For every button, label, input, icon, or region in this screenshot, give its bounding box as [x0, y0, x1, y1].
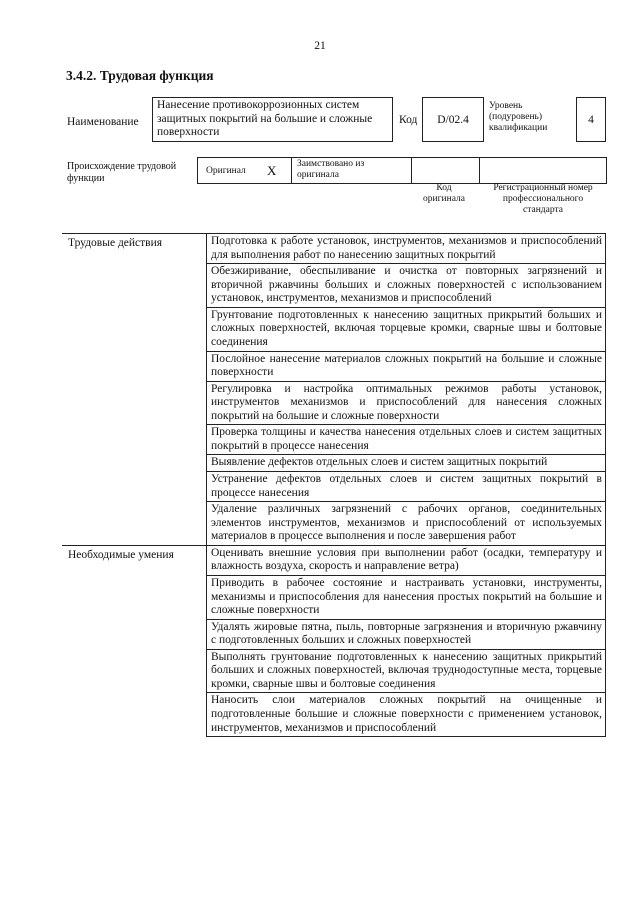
item-cell: Регулировка и настройка оптимальных режимов работы установок, инструментов механизмов и приспособлений для нанесения сложных покрытий на большие и сложные поверхности — [207, 381, 606, 425]
code-label: Код — [399, 114, 418, 126]
item-cell: Проверка толщины и качества нанесения отдельных слоев и систем защитных покрытий в процессе нанесения — [207, 425, 606, 455]
table-row — [62, 351, 606, 381]
original-label: Оригинал — [206, 166, 246, 176]
borrowed-label: Заимствовано из оригинала — [297, 159, 365, 180]
item-cell: Обезжиривание, обеспыливание и очистка от повторных загрязнений и вторичной ржавчины больших и сложных поверхностей с использованием установок, инструментов, механизмов и приспособлений — [207, 264, 606, 308]
category-cell — [62, 307, 207, 351]
level-value: 4 — [588, 114, 594, 126]
divider-1 — [291, 158, 292, 183]
code-original-caption: Код оригинала — [423, 183, 465, 204]
name-label: Наименование — [67, 116, 139, 128]
table-row — [62, 502, 606, 546]
category-cell — [62, 693, 207, 737]
item-cell: Послойное нанесение материалов сложных покрытий на большие и сложные поверхности — [207, 351, 606, 381]
item-cell: Устранение дефектов отдельных слоев и систем защитных покрытий в процессе нанесения — [207, 472, 606, 502]
item-cell: Выявление дефектов отдельных слоев и систем защитных покрытий — [207, 455, 606, 472]
category-cell — [62, 502, 207, 546]
table-row — [62, 649, 606, 693]
divider-2 — [411, 158, 412, 183]
category-cell — [62, 619, 207, 649]
category-cell — [62, 264, 207, 308]
category-cell: Необходимые умения — [62, 545, 207, 575]
origin-table — [197, 157, 607, 184]
table-row — [62, 545, 606, 575]
category-cell — [62, 455, 207, 472]
table-row — [62, 425, 606, 455]
table-row — [62, 264, 606, 308]
category-cell — [62, 381, 207, 425]
divider-3 — [479, 158, 480, 183]
item-cell: Подготовка к работе установок, инструментов, механизмов и приспособлений для выполнения работ по нанесению защитных покрытий — [207, 234, 606, 264]
category-cell — [62, 649, 207, 693]
category-cell — [62, 472, 207, 502]
original-mark: X — [267, 163, 277, 178]
table-row — [62, 472, 606, 502]
item-cell: Оценивать внешние условия при выполнении работ (осадки, температуру и влажность воздуха, скорость и направление ветра) — [207, 545, 606, 575]
level-label: Уровень (подуровень) квалификации — [489, 101, 548, 133]
page-number: 21 — [314, 40, 326, 52]
table-row — [62, 234, 606, 264]
labor-function-table — [62, 233, 606, 737]
table-row — [62, 307, 606, 351]
category-cell — [62, 425, 207, 455]
reg-number-caption: Регистрационный номер профессионального стандарта — [493, 183, 593, 215]
section-title: 3.4.2. Трудовая функция — [66, 68, 214, 83]
table-row — [62, 381, 606, 425]
item-cell: Удалять жировые пятна, пыль, повторные загрязнения и вторичную ржавчину с подготовленных больших и сложных поверхностей — [207, 619, 606, 649]
table-row — [62, 619, 606, 649]
table-row — [62, 693, 606, 737]
item-cell: Выполнять грунтование подготовленных к нанесению защитных прикрытий больших и сложных поверхностей, включая труднодоступные места, торцевые кромки, сварные швы и болтовые соединения — [207, 649, 606, 693]
category-cell — [62, 351, 207, 381]
category-cell — [62, 575, 207, 619]
item-cell: Приводить в рабочее состояние и настраивать установки, инструменты, механизмы и приспособления для нанесения простых покрытий на большие и сложные поверхности — [207, 575, 606, 619]
function-name-value: Нанесение противокоррозионных систем защитных покрытий на большие и сложные поверхности — [157, 99, 373, 139]
item-cell: Грунтование подготовленных к нанесению защитных прикрытий больших и сложных поверхностей, включая торцевые кромки, сварные швы и болтовые соединения — [207, 307, 606, 351]
code-value: D/02.4 — [437, 114, 469, 126]
code-box — [422, 97, 484, 142]
level-box — [576, 97, 606, 142]
function-name-box — [152, 97, 393, 142]
origin-label: Происхождение трудовой функции — [67, 161, 177, 184]
item-cell: Наносить слои материалов сложных покрытий на очищенные и подготовленные большие и сложные поверхности с применением установок, инструментов, механизмов и приспособлений — [207, 693, 606, 737]
category-cell: Трудовые действия — [62, 234, 207, 264]
table-row — [62, 455, 606, 472]
table-row — [62, 575, 606, 619]
item-cell: Удаление различных загрязнений с рабочих органов, соединительных элементов инструментов, механизмов и приспособлений от используемых материалов в процессе выполнения и после завершения работ — [207, 502, 606, 546]
